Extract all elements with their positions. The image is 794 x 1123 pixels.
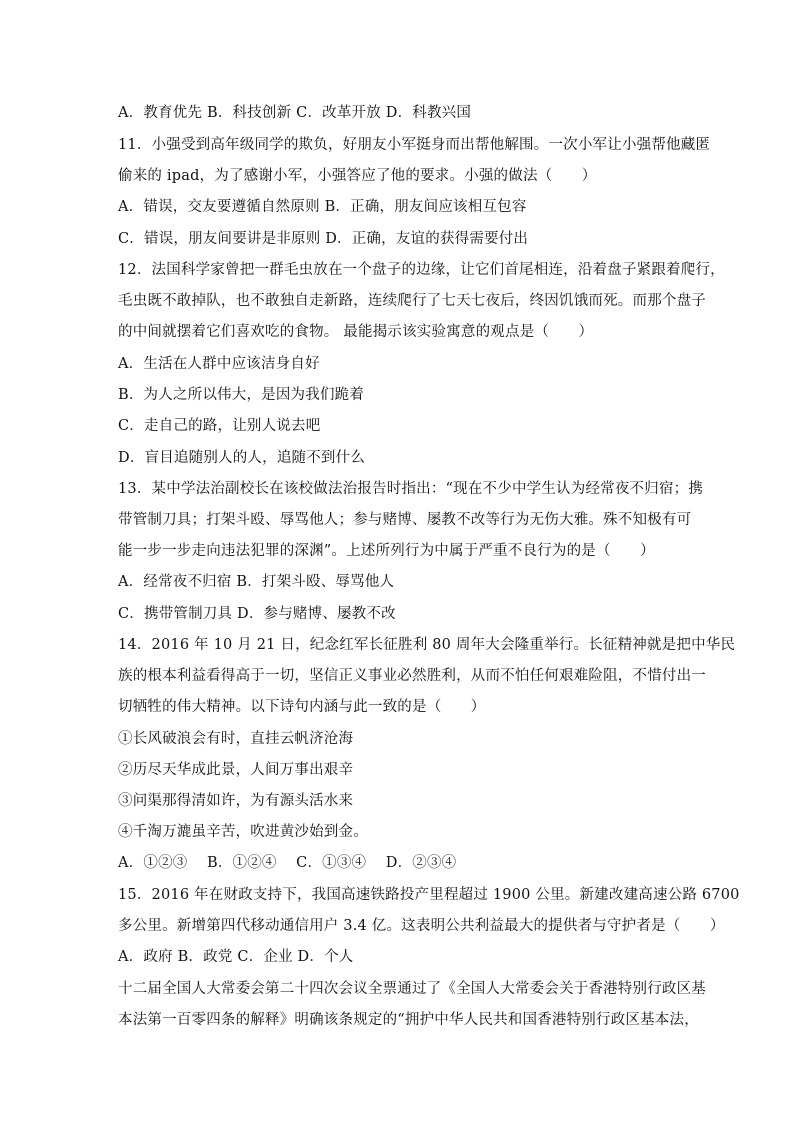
q12-stem-line-3: 的中间就摆着它们喜欢吃的食物。 最能揭示该实验寓意的观点是（ ） xyxy=(118,324,594,340)
q12-stem-line-1: 12．法国科学家曾把一群毛虫放在一个盘子的边缘，让它们首尾相连，沿着盘子紧跟着爬行， xyxy=(118,262,725,278)
q14-stem-line-3: 切牺牲的伟大精神。以下诗句内涵与此一致的是（ ） xyxy=(118,699,486,715)
q12-option-b: B．为人之所以伟大，是因为我们跪着 xyxy=(118,387,365,403)
q13-stem-line-3: 能一步一步走向违法犯罪的深渊”。上述所列行为中属于严重不良行为的是（ ） xyxy=(118,543,655,559)
q15-stem-line-1: 15．2016 年在财政支持下，我国高速铁路投产里程超过 1900 公里。新建改建高速公路 6700 xyxy=(118,887,740,903)
q13-options-cd: C．携带管制刀具 D．参与赌博、屡教不改 xyxy=(118,606,396,622)
q13-stem-line-2: 带管制刀具；打架斗殴、辱骂他人；参与赌博、屡教不改等行为无伤大雅。殊不知极有可 xyxy=(118,512,692,528)
q11-stem-line-2: 偷来的 ipad，为了感谢小军，小强答应了他的要求。小强的做法（ ） xyxy=(118,168,597,184)
q11-options-cd: C．错误，朋友间要讲是非原则 D．正确，友谊的获得需要付出 xyxy=(118,231,529,247)
q14-poem-1: ①长风破浪会有时，直挂云帆济沧海 xyxy=(118,731,354,747)
q12-option-a: A．生活在人群中应该洁身自好 xyxy=(118,356,320,372)
q11-options-ab: A．错误，交友要遵循自然原则 B．正确，朋友间应该相互包容 xyxy=(118,199,527,215)
q13-stem-line-1: 13．某中学法治副校长在该校做法治报告时指出：“现在不少中学生认为经常夜不归宿；携 xyxy=(118,481,704,497)
q14-stem-line-2: 族的根本利益看得高于一切，坚信正义事业必然胜利，从而不怕任何艰难险阻，不惜付出一 xyxy=(118,668,706,684)
q14-poem-3: ③问渠那得清如许，为有源头活水来 xyxy=(118,793,354,809)
q13-options-ab: A．经常夜不归宿 B．打架斗殴、辱骂他人 xyxy=(118,574,395,590)
q14-poem-4: ④千淘万漉虽辛苦，吹进黄沙始到金。 xyxy=(118,824,368,840)
q10-options: A．教育优先 B．科技创新 C．改革开放 D．科教兴国 xyxy=(118,105,472,121)
q12-option-c: C．走自己的路，让别人说去吧 xyxy=(118,418,321,434)
q12-option-d: D．盲目追随别人的人，追随不到什么 xyxy=(118,450,366,466)
passage-line-1: 十二届全国人大常委会第二十四次会议全票通过了《全国人大常委会关于香港特别行政区基 xyxy=(118,981,706,997)
q11-stem-line-1: 11．小强受到高年级同学的欺负，好朋友小军挺身而出帮他解围。一次小军让小强帮他藏匿 xyxy=(118,137,711,153)
q14-poem-2: ②历尽天华成此景，人间万事出艰辛 xyxy=(118,762,354,778)
q12-stem-line-2: 毛虫既不敢掉队，也不敢独自走新路，连续爬行了七天七夜后，终因饥饿而死。而那个盘子 xyxy=(118,293,706,309)
q15-options: A．政府 B．政党 C．企业 D．个人 xyxy=(118,949,354,965)
q15-stem-line-2: 多公里。新增第四代移动通信用户 3.4 亿。这表明公共利益最大的提供者与守护者是（ ） xyxy=(118,918,725,934)
q14-stem-line-1: 14．2016 年 10 月 21 日，纪念红军长征胜利 80 周年大会隆重举行。长征精神就是把中华民 xyxy=(118,637,736,653)
q14-options: A．①②③ B．①②④ C．①③④ D．②③④ xyxy=(118,855,457,871)
passage-line-2: 本法第一百零四条的解释》明确该条规定的“拥护中华人民共和国香港特别行政区基本法， xyxy=(118,1012,699,1028)
